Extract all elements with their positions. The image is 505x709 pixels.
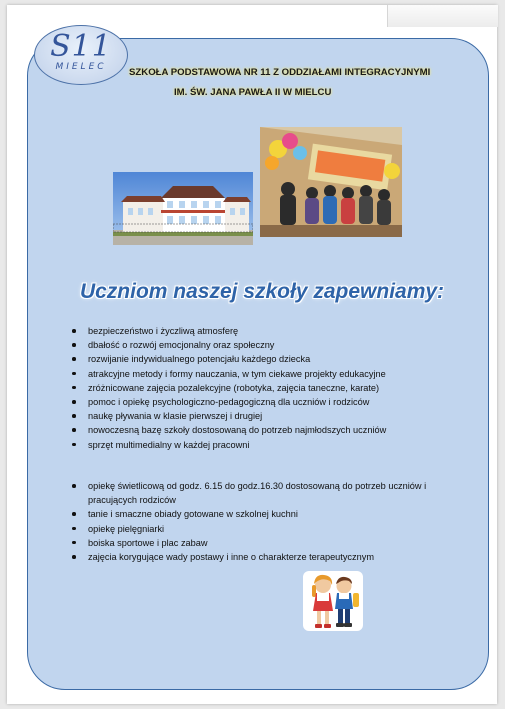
list-item: zajęcia korygujące wady postawy i inne o charakterze terapeutycznym xyxy=(69,550,459,564)
page-corner-tab xyxy=(387,5,498,27)
document-page xyxy=(7,5,497,704)
headline: Uczniom naszej szkoły zapewniamy: xyxy=(79,280,445,303)
list-item: opiekę świetlicową od godz. 6.15 do godz.16.30 dostosowaną do potrzeb uczniów i pracujących rodziców xyxy=(69,479,459,507)
school-logo xyxy=(34,25,128,85)
classroom-photo xyxy=(260,127,402,237)
school-name xyxy=(129,63,469,103)
school-name-line-1: SZKOŁA PODSTAWOWA NR 11 Z ODDZIAŁAMI INTEGRACYJNYMI xyxy=(129,67,431,78)
list-item: atrakcyjne metody i formy nauczania, w tym ciekawe projekty edukacyjne xyxy=(69,367,459,381)
logo-mark: S11 xyxy=(50,29,112,64)
list-item: bezpieczeństwo i życzliwą atmosferę xyxy=(69,324,459,338)
list-item: boiska sportowe i plac zabaw xyxy=(69,536,459,550)
list-item: rozwijanie indywidualnego potencjału każdego dziecka xyxy=(69,352,459,366)
list-item: nowoczesną bazę szkoły dostosowaną do potrzeb najmłodszych uczniów xyxy=(69,423,459,437)
list-item: tanie i smaczne obiady gotowane w szkolnej kuchni xyxy=(69,507,459,521)
school-building-photo xyxy=(113,172,253,245)
list-item: pomoc i opiekę psychologiczno-pedagogiczną dla uczniów i rodziców xyxy=(69,395,459,409)
list-item: sprzęt multimedialny w każdej pracowni xyxy=(69,438,459,452)
list-item: dbałość o rozwój emocjonalny oraz społeczny xyxy=(69,338,459,352)
school-name-line-2: IM. ŚW. JANA PAWŁA II W MIELCU xyxy=(174,87,332,98)
benefits-list-1 xyxy=(69,324,459,452)
list-item: zróżnicowane zajęcia pozalekcyjne (robotyka, zajęcia taneczne, karate) xyxy=(69,381,459,395)
list-item: opiekę pielęgniarki xyxy=(69,522,459,536)
benefits-list-2 xyxy=(69,479,459,564)
list-item: naukę pływania w klasie pierwszej i drugiej xyxy=(69,409,459,423)
logo-city: MIELEC xyxy=(55,62,107,72)
kids-clipart xyxy=(303,571,363,631)
